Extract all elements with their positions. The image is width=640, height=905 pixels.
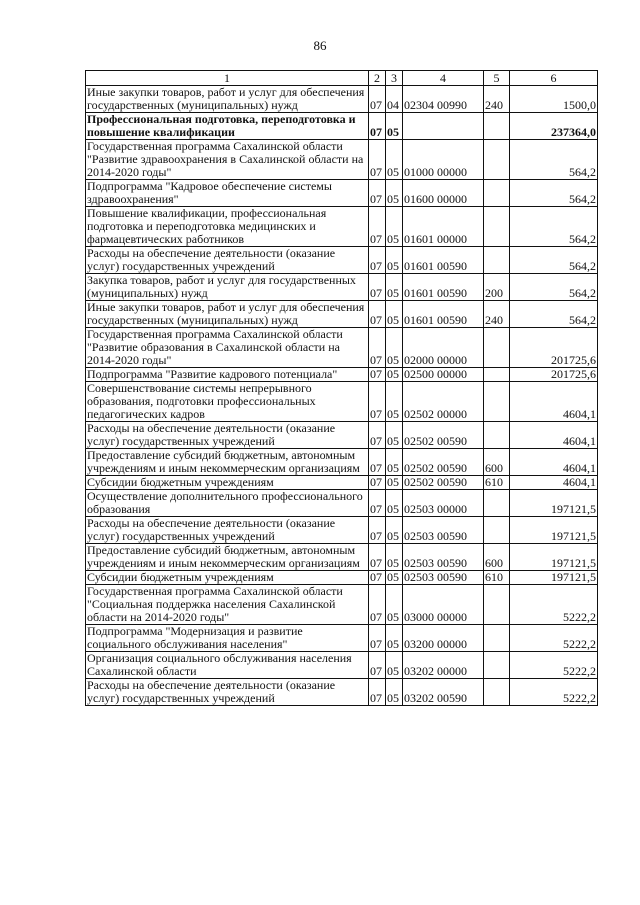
row-section-cell: 07 <box>369 274 386 301</box>
row-amount-cell: 4604,1 <box>510 476 598 490</box>
row-amount-cell: 201725,6 <box>510 368 598 382</box>
row-name-cell: Иные закупки товаров, работ и услуг для обеспечения государственных (муниципальных) нужд <box>86 301 369 328</box>
row-amount-cell: 4604,1 <box>510 422 598 449</box>
row-expense-type-cell <box>484 679 510 706</box>
table-row <box>86 517 598 544</box>
table-row <box>86 301 598 328</box>
row-name-cell: Подпрограмма "Модернизация и развитие социального обслуживания населения" <box>86 625 369 652</box>
row-expense-type-cell: 240 <box>484 86 510 113</box>
row-subsection-cell: 05 <box>386 476 403 490</box>
row-section-cell: 07 <box>369 679 386 706</box>
table-row <box>86 490 598 517</box>
row-target-article-cell: 03200 00000 <box>403 625 484 652</box>
row-amount-cell: 4604,1 <box>510 382 598 422</box>
row-section-cell: 07 <box>369 422 386 449</box>
row-subsection-cell: 05 <box>386 449 403 476</box>
row-section-cell: 07 <box>369 301 386 328</box>
row-target-article-cell: 01601 00000 <box>403 207 484 247</box>
row-section-cell: 07 <box>369 140 386 180</box>
row-amount-cell: 5222,2 <box>510 652 598 679</box>
row-section-cell: 07 <box>369 490 386 517</box>
row-section-cell: 07 <box>369 113 386 140</box>
row-amount-cell: 237364,0 <box>510 113 598 140</box>
table-row <box>86 544 598 571</box>
row-expense-type-cell <box>484 207 510 247</box>
row-target-article-cell: 02000 00000 <box>403 328 484 368</box>
row-amount-cell: 4604,1 <box>510 449 598 476</box>
table-row <box>86 274 598 301</box>
row-amount-cell: 197121,5 <box>510 571 598 585</box>
row-amount-cell: 197121,5 <box>510 490 598 517</box>
row-amount-cell: 5222,2 <box>510 585 598 625</box>
row-expense-type-cell: 240 <box>484 301 510 328</box>
row-target-article-cell: 02502 00590 <box>403 449 484 476</box>
row-name-cell: Повышение квалификации, профессиональная подготовка и переподготовка медицинских и фармацевтических работников <box>86 207 369 247</box>
row-amount-cell: 564,2 <box>510 301 598 328</box>
row-target-article-cell: 01601 00590 <box>403 247 484 274</box>
table-row <box>86 652 598 679</box>
row-subsection-cell: 04 <box>386 86 403 113</box>
budget-table <box>85 70 598 706</box>
row-subsection-cell: 05 <box>386 571 403 585</box>
row-target-article-cell: 01000 00000 <box>403 140 484 180</box>
row-expense-type-cell: 610 <box>484 571 510 585</box>
row-section-cell: 07 <box>369 247 386 274</box>
table-row <box>86 585 598 625</box>
row-subsection-cell: 05 <box>386 328 403 368</box>
table-row <box>86 625 598 652</box>
row-target-article-cell: 02304 00990 <box>403 86 484 113</box>
row-name-cell: Государственная программа Сахалинской области "Развитие образования в Сахалинской области на 2014-2020 годы" <box>86 328 369 368</box>
row-expense-type-cell: 610 <box>484 476 510 490</box>
row-amount-cell: 564,2 <box>510 247 598 274</box>
row-section-cell: 07 <box>369 517 386 544</box>
row-section-cell: 07 <box>369 585 386 625</box>
row-section-cell: 07 <box>369 449 386 476</box>
table-row <box>86 113 598 140</box>
row-subsection-cell: 05 <box>386 490 403 517</box>
row-expense-type-cell <box>484 585 510 625</box>
row-subsection-cell: 05 <box>386 140 403 180</box>
table-row <box>86 422 598 449</box>
row-target-article-cell: 01601 00590 <box>403 274 484 301</box>
table-row <box>86 571 598 585</box>
row-target-article-cell <box>403 113 484 140</box>
row-name-cell: Осуществление дополнительного профессионального образования <box>86 490 369 517</box>
row-target-article-cell: 01601 00590 <box>403 301 484 328</box>
header-col-2: 2 <box>369 71 386 86</box>
row-expense-type-cell <box>484 517 510 544</box>
row-amount-cell: 1500,0 <box>510 86 598 113</box>
row-expense-type-cell <box>484 625 510 652</box>
row-expense-type-cell: 600 <box>484 544 510 571</box>
row-expense-type-cell <box>484 382 510 422</box>
row-amount-cell: 201725,6 <box>510 328 598 368</box>
row-name-cell: Государственная программа Сахалинской области "Развитие здравоохранения в Сахалинской области на 2014-2020 годы" <box>86 140 369 180</box>
table-row <box>86 476 598 490</box>
row-target-article-cell: 03000 00000 <box>403 585 484 625</box>
row-target-article-cell: 02500 00000 <box>403 368 484 382</box>
row-target-article-cell: 02503 00000 <box>403 490 484 517</box>
row-name-cell: Подпрограмма "Развитие кадрового потенциала" <box>86 368 369 382</box>
row-subsection-cell: 05 <box>386 544 403 571</box>
row-name-cell: Расходы на обеспечение деятельности (оказание услуг) государственных учреждений <box>86 422 369 449</box>
table-row <box>86 368 598 382</box>
row-target-article-cell: 02503 00590 <box>403 544 484 571</box>
row-name-cell: Субсидии бюджетным учреждениям <box>86 476 369 490</box>
row-target-article-cell: 03202 00000 <box>403 652 484 679</box>
row-name-cell: Предоставление субсидий бюджетным, автономным учреждениям и иным некоммерческим организациям <box>86 449 369 476</box>
row-subsection-cell: 05 <box>386 207 403 247</box>
row-expense-type-cell <box>484 328 510 368</box>
row-name-cell: Субсидии бюджетным учреждениям <box>86 571 369 585</box>
row-name-cell: Подпрограмма "Кадровое обеспечение системы здравоохранения" <box>86 180 369 207</box>
row-amount-cell: 564,2 <box>510 274 598 301</box>
row-target-article-cell: 01600 00000 <box>403 180 484 207</box>
row-name-cell: Организация социального обслуживания населения Сахалинской области <box>86 652 369 679</box>
row-subsection-cell: 05 <box>386 301 403 328</box>
row-section-cell: 07 <box>369 368 386 382</box>
row-section-cell: 07 <box>369 180 386 207</box>
row-subsection-cell: 05 <box>386 652 403 679</box>
row-section-cell: 07 <box>369 86 386 113</box>
row-section-cell: 07 <box>369 571 386 585</box>
row-section-cell: 07 <box>369 476 386 490</box>
row-section-cell: 07 <box>369 625 386 652</box>
row-amount-cell: 564,2 <box>510 140 598 180</box>
row-amount-cell: 197121,5 <box>510 517 598 544</box>
row-target-article-cell: 02502 00590 <box>403 422 484 449</box>
row-section-cell: 07 <box>369 328 386 368</box>
row-subsection-cell: 05 <box>386 382 403 422</box>
row-subsection-cell: 05 <box>386 113 403 140</box>
header-col-6: 6 <box>510 71 598 86</box>
header-col-4: 4 <box>403 71 484 86</box>
row-section-cell: 07 <box>369 207 386 247</box>
row-expense-type-cell <box>484 368 510 382</box>
table-row <box>86 679 598 706</box>
row-expense-type-cell <box>484 180 510 207</box>
table-body <box>86 86 598 706</box>
header-col-3: 3 <box>386 71 403 86</box>
row-expense-type-cell <box>484 247 510 274</box>
table-row <box>86 180 598 207</box>
row-amount-cell: 197121,5 <box>510 544 598 571</box>
row-name-cell: Профессиональная подготовка, переподготовка и повышение квалификации <box>86 113 369 140</box>
row-name-cell: Расходы на обеспечение деятельности (оказание услуг) государственных учреждений <box>86 247 369 274</box>
row-name-cell: Иные закупки товаров, работ и услуг для обеспечения государственных (муниципальных) нужд <box>86 86 369 113</box>
row-expense-type-cell: 200 <box>484 274 510 301</box>
row-target-article-cell: 03202 00590 <box>403 679 484 706</box>
table-row <box>86 86 598 113</box>
table-row <box>86 207 598 247</box>
row-name-cell: Расходы на обеспечение деятельности (оказание услуг) государственных учреждений <box>86 679 369 706</box>
row-expense-type-cell <box>484 490 510 517</box>
table-row <box>86 140 598 180</box>
table-row <box>86 247 598 274</box>
row-target-article-cell: 02503 00590 <box>403 571 484 585</box>
row-amount-cell: 5222,2 <box>510 679 598 706</box>
row-subsection-cell: 05 <box>386 247 403 274</box>
row-subsection-cell: 05 <box>386 679 403 706</box>
row-name-cell: Предоставление субсидий бюджетным, автономным учреждениям и иным некоммерческим организациям <box>86 544 369 571</box>
row-section-cell: 07 <box>369 652 386 679</box>
table-row <box>86 449 598 476</box>
row-subsection-cell: 05 <box>386 625 403 652</box>
table-row <box>86 328 598 368</box>
row-subsection-cell: 05 <box>386 368 403 382</box>
row-subsection-cell: 05 <box>386 274 403 301</box>
row-target-article-cell: 02502 00000 <box>403 382 484 422</box>
row-subsection-cell: 05 <box>386 585 403 625</box>
row-name-cell: Государственная программа Сахалинской области "Социальная поддержка населения Сахалинской области на 2014-2020 годы" <box>86 585 369 625</box>
row-amount-cell: 5222,2 <box>510 625 598 652</box>
row-subsection-cell: 05 <box>386 517 403 544</box>
row-section-cell: 07 <box>369 544 386 571</box>
row-expense-type-cell <box>484 652 510 679</box>
row-expense-type-cell: 600 <box>484 449 510 476</box>
row-amount-cell: 564,2 <box>510 180 598 207</box>
row-expense-type-cell <box>484 140 510 180</box>
header-row <box>86 71 598 86</box>
page-number: 86 <box>313 38 327 53</box>
header-col-1: 1 <box>86 71 369 86</box>
row-target-article-cell: 02503 00590 <box>403 517 484 544</box>
row-subsection-cell: 05 <box>386 422 403 449</box>
header-col-5: 5 <box>484 71 510 86</box>
row-name-cell: Совершенствование системы непрерывного образования, подготовки профессиональных педагогических кадров <box>86 382 369 422</box>
row-expense-type-cell <box>484 422 510 449</box>
row-subsection-cell: 05 <box>386 180 403 207</box>
row-name-cell: Расходы на обеспечение деятельности (оказание услуг) государственных учреждений <box>86 517 369 544</box>
row-expense-type-cell <box>484 113 510 140</box>
table-row <box>86 382 598 422</box>
row-name-cell: Закупка товаров, работ и услуг для государственных (муниципальных) нужд <box>86 274 369 301</box>
row-target-article-cell: 02502 00590 <box>403 476 484 490</box>
row-amount-cell: 564,2 <box>510 207 598 247</box>
row-section-cell: 07 <box>369 382 386 422</box>
